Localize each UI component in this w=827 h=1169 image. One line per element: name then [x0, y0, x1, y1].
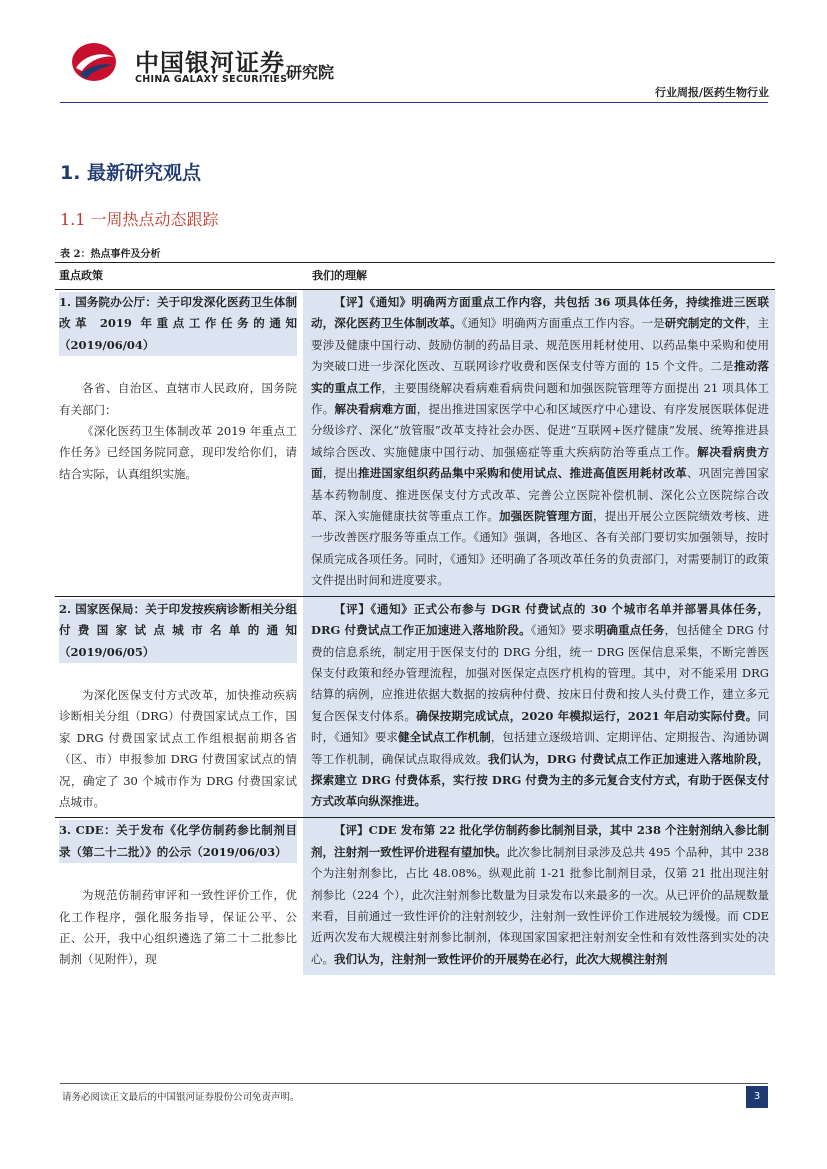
analysis-segment: ，主要围绕解决看病难看病贵问题和加强医院管理等方面提出 21 项具体工作。 [311, 380, 769, 417]
analysis-segment: ，提出推进国家医学中心和区域医疗中心建设、有序发展医联体促进分级诊疗、深化“放管服”改革支持社会办医、促进“互联网+医疗健康”发展、统筹推进县域综合医改、实施健康中国行动、加强癌症等重大疾病防治等重点工作。 [311, 402, 769, 459]
analysis-segment: ，主要涉及健康中国行动、鼓励仿制的药品目录、规范医用耗材使用、以药品集中采购和使用为突破口进一步深化医改、互联网诊疗收费和医保支付等方面的 15 个文件。二是 [311, 316, 770, 374]
analysis-emphasis: 确保按期完成试点，2020 年模拟运行，2021 年启动实际付费。 [416, 708, 758, 723]
analysis-emphasis: 加强医院管理方面 [499, 509, 593, 524]
page-number: 3 [746, 1086, 768, 1108]
hot-events-table [55, 262, 775, 975]
analysis-emphasis: 解决看病贵方面 [311, 444, 770, 481]
analysis-segment: 《通知》要求 [530, 623, 595, 638]
table-row [55, 818, 775, 974]
analysis-segment: 《通知》明确两方面重点工作内容。一是 [461, 316, 665, 331]
policy-body: 为深化医保支付方式改革，加快推动疾病诊断相关分组（DRG）付费国家试点工作，国家 DRG 付费国家试点工作组根据前期各省（区、市）申报参加 DRG 付费国家试点的情况，确定了 30 个城市作为 DRG 付费国家试点城市。 [59, 687, 297, 809]
analysis-emphasis: 我们认为，注射剂一致性评价的开展势在必行，此次大规模注射剂 [334, 951, 668, 966]
analysis-segment: 此次参比制剂目录涉及总共 495 个品种，其中 238 个为注射剂参比，占比 48.08%。纵观此前 1-21 批参比制剂目录，仅第 21 批出现注射剂参比（224 个），此次注射剂参比数量为目录发布以来最多的一次。从已评价的品规数量来看，目前通过一致性评价的注射剂较少，注射剂一致性评价工作进展较为缓慢。而 CDE 近两次发布大规模注射剂参比制剂，体现国家国家把注射剂安全性和有效性落到实处的决心。 [311, 844, 769, 966]
galaxy-logo-icon [70, 41, 118, 83]
analysis-emphasis: 推动落实的重点工作 [311, 359, 769, 395]
policy-title: 3. CDE：关于发布《化学仿制药参比制剂目录（第二十二批）》的公示（2019/06/03） [59, 820, 297, 863]
policy-title: 2. 国家医保局：关于印发按疾病诊断相关分组付费国家试点城市名单的通知（2019/06/05） [59, 599, 297, 663]
analysis-segment: ，包括建立逐级培训、定期评估、定期报告、沟通协调等工作机制，确保试点取得成效。 [311, 730, 770, 766]
policy-body: 各省、自治区、直辖市人民政府，国务院有关部门： [59, 381, 297, 417]
analysis-cell [303, 597, 775, 818]
policy-title: 1. 国务院办公厅：关于印发深化医药卫生体制改革 2019 年重点工作任务的通知（2019/06/04） [59, 292, 297, 356]
analysis-segment: ，包括健全 DRG 付费的信息系统，制定用于医保支付的 DRG 分组，统一 DRG 医保信息采集，不断完善医保支付政策和经办管理流程，加强对医保定点医疗机构的管理。其中，对不能采用 DRG 结算的病例，应推进依据大数据的按病种付费、按床日付费和按人头付费工作，建立多元复合医保支付体系。 [311, 623, 770, 723]
header-policy: 重点政策 [59, 269, 103, 282]
subsection-heading: 1.1 一周热点动态跟踪 [60, 210, 219, 229]
table-row [55, 597, 775, 819]
brand-name-en: CHINA GALAXY SECURITIES [135, 74, 288, 85]
analysis-emphasis: 【评】《通知》正式公布参与 DGR 付费试点的 30 个城市名单并部署具体任务，DRG 付费试点工作正加速进入落地阶段。 [311, 601, 769, 638]
analysis-text [311, 599, 769, 813]
table-caption: 表 2：热点事件及分析 [60, 249, 161, 260]
analysis-emphasis: 【评】CDE 发布第 22 批化学仿制药参比制剂目录，其中 238 个注射剂纳入参比制剂，注射剂一致性评价进程有望加快。 [311, 823, 769, 859]
analysis-segment: ，提出 [322, 466, 358, 481]
brand-name-cn: 中国银河证券 [135, 49, 285, 77]
footer-divider [60, 1083, 768, 1084]
analysis-emphasis: 解决看病难方面 [334, 402, 417, 417]
page-header [0, 0, 827, 104]
analysis-cell [303, 818, 775, 974]
analysis-cell [303, 290, 775, 596]
analysis-text [311, 820, 769, 970]
institute-label: 研究院 [286, 63, 335, 82]
section-heading: 1. 最新研究观点 [60, 162, 202, 184]
policy-body: 《深化医药卫生体制改革 2019 年重点工作任务》已经国务院同意，现印发给你们，请结合实际，认真组织实施。 [59, 424, 297, 481]
policy-body: 为规范仿制药审评和一致性评价工作，优化工作程序，强化服务指导，保证公平、公正、公开，我中心组织遴选了第二十二批参比制剂（见附件），现 [59, 888, 297, 967]
report-category: 行业周报/医药生物行业 [654, 86, 769, 99]
analysis-emphasis: 明确重点任务 [594, 623, 665, 638]
footer-disclaimer: 请务必阅读正文最后的中国银河证券股份公司免责声明。 [62, 1092, 300, 1103]
analysis-emphasis: 推进国家组织药品集中采购和使用试点、推进高值医用耗材改革 [358, 466, 687, 481]
header-divider [60, 102, 768, 103]
analysis-emphasis: 健全试点工作机制 [398, 730, 491, 745]
analysis-emphasis: 我们认为，DRG 付费试点工作正加速进入落地阶段，探索建立 DRG 付费体系，实行按 DRG 付费为主的多元复合支付方式，有助于医保支付方式改革向纵深推进。 [311, 751, 769, 809]
table-row [55, 290, 775, 597]
table-header [55, 262, 775, 290]
analysis-emphasis: 研究制定的文件 [664, 316, 746, 331]
policy-cell [55, 290, 303, 596]
policy-cell [55, 818, 303, 974]
analysis-emphasis: 【评】《通知》明确两方面重点工作内容，共包括 36 项具体任务，持续推进三医联动，深化医药卫生体制改革。 [311, 295, 769, 331]
analysis-segment: 同时，《通知》要求 [311, 708, 769, 745]
header-analysis: 我们的理解 [312, 269, 367, 282]
analysis-text [311, 292, 769, 592]
policy-cell [55, 597, 303, 818]
analysis-segment: ，提出开展公立医院绩效考核、进一步改善医疗服务等重点工作。《通知》强调，各地区、各有关部门要切实加强领导，按时保质完成各项任务。同时，《通知》还明确了各项改革任务的负责部门，对需要制订的政策文件提出时间和进度要求。 [311, 509, 769, 588]
analysis-segment: 、巩固完善国家基本药物制度、推进医保支付方式改革、完善公立医院补偿机制、深化公立医院综合改革、深入实施健康扶贫等重点工作。 [311, 466, 769, 524]
